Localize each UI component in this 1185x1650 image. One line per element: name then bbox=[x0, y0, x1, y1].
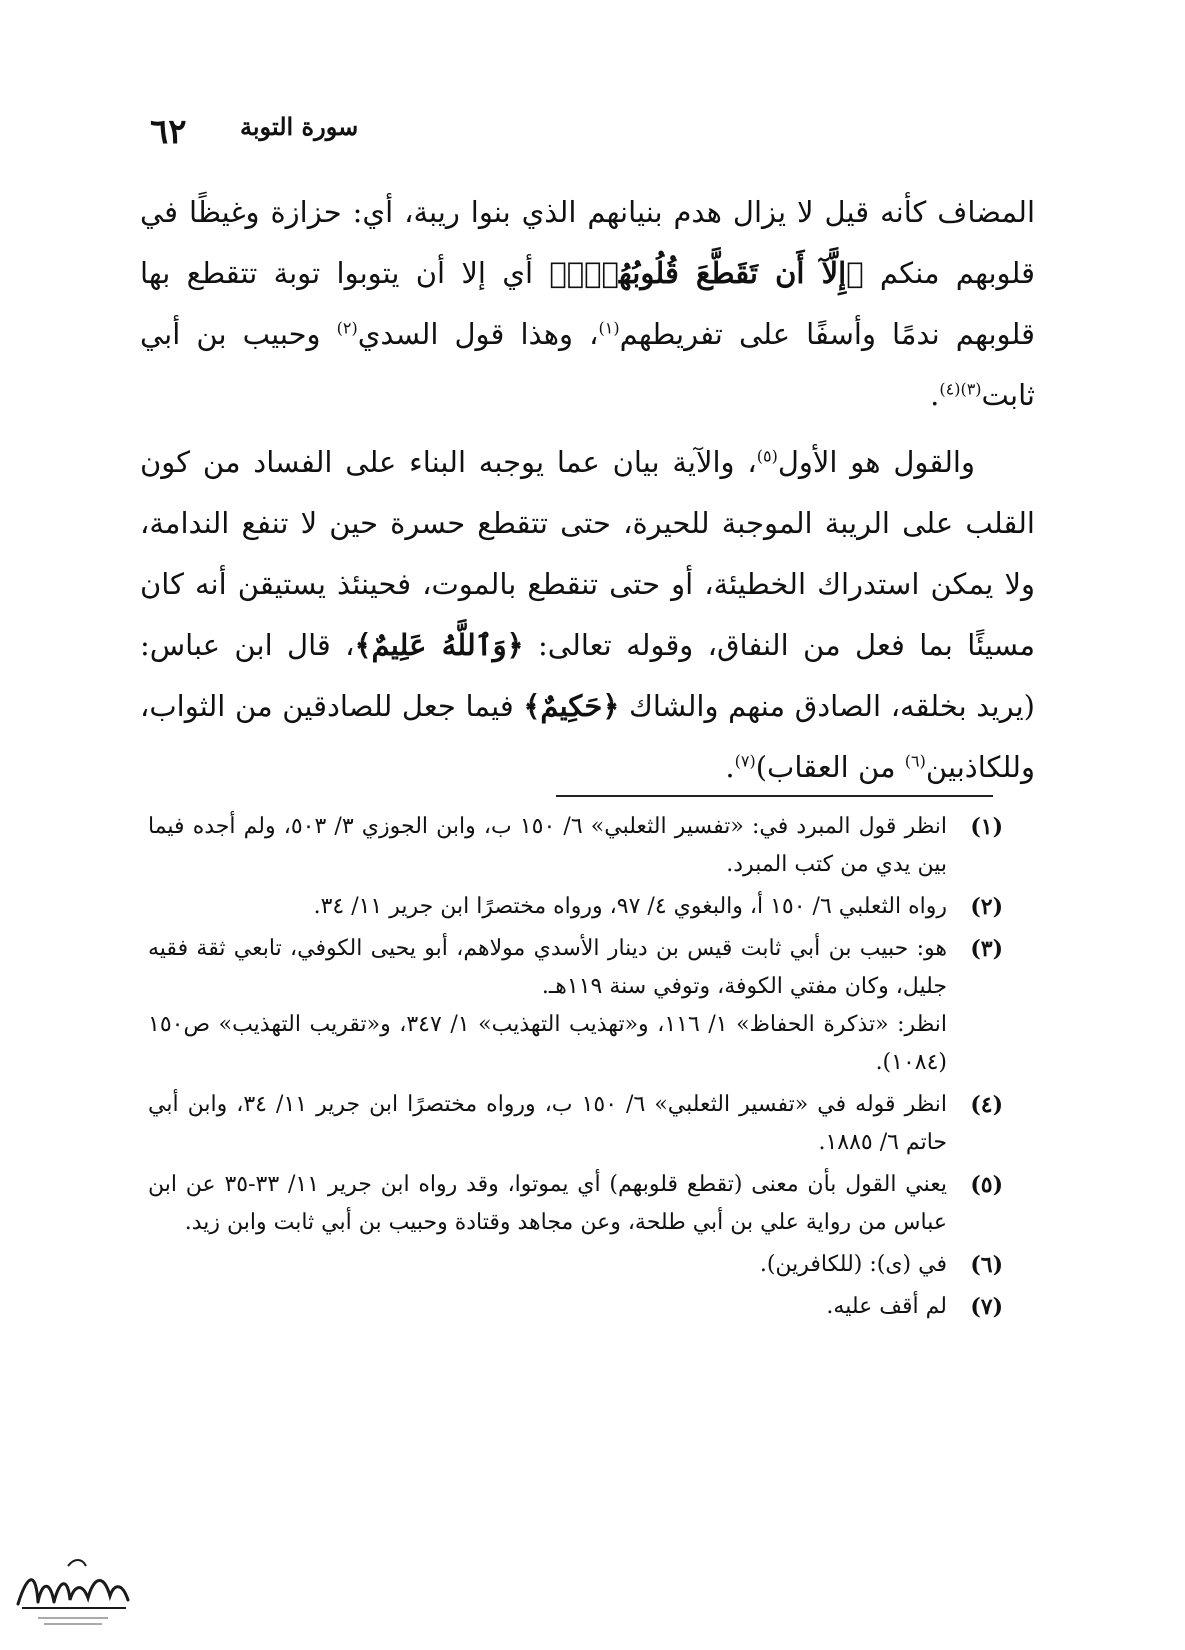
text-run: وحبيب بن أبي ثابت bbox=[140, 317, 1035, 412]
footnote-text bbox=[148, 1288, 947, 1326]
footnote-line: هو: حبيب بن أبي ثابت قيس بن دينار الأسدي مولاهم، أبو يحيى الكوفي، تابعي ثقة فقيه جليل، وكان مفتي الكوفة، وتوفي سنة ١١٩هـ. bbox=[148, 936, 947, 999]
footnote-line: رواه الثعلبي ٦/ ١٥٠ أ، والبغوي ٤/ ٩٧، ورواه مختصرًا ابن جرير ١١/ ٣٤. bbox=[313, 894, 947, 919]
footnote-number: (٣) bbox=[970, 936, 1003, 962]
footnote-item bbox=[148, 1086, 1003, 1162]
paragraph-2 bbox=[140, 432, 1035, 798]
footnote-line: لم أقف عليه. bbox=[826, 1294, 947, 1319]
main-text bbox=[140, 182, 1035, 804]
footnote-line: يعني القول بأن معنى (تقطع قلوبهم) أي يموتوا، وقد رواه ابن جرير ١١/ ٣٣-٣٥ عن ابن عباس من رواية علي بن أبي طلحة، وعن مجاهد وقتادة وحبيب بن أبي ثابت وابن زيد. bbox=[148, 1172, 948, 1235]
footnotes bbox=[148, 808, 1003, 1330]
footnote-text bbox=[148, 930, 947, 1082]
text-run: . bbox=[725, 750, 735, 784]
text-run: المضاف كأنه قيل لا يزال هدم بنيانهم الذي بنوا ريبة، أي: حزازة وغيظًا في قلوبهم منكم bbox=[140, 195, 1035, 290]
text-run: والقول هو الأول bbox=[777, 445, 975, 479]
footnote-ref-3-4[interactable]: (٣)(٤) bbox=[939, 379, 982, 399]
footnote-ref-1[interactable]: (١) bbox=[598, 318, 620, 338]
footnote-line: انظر قول المبرد في: «تفسير الثعلبي» ٦/ ١٥٠ ب، وابن الجوزي ٣/ ٥٠٣، ولم أجده فيما بين يدي من كتب المبرد. bbox=[148, 814, 947, 877]
surah-title: سورة التوبة bbox=[240, 112, 359, 141]
text-run: أي إلا أن يتوبوا توبة تتقطع بها قلوبهم ندمًا وأسفًا على تفريطهم bbox=[140, 256, 1035, 351]
text-run: ، قال ابن عباس: (يريد بخلقه، الصادق منهم والشاك bbox=[140, 628, 1035, 723]
footnote-number: (٧) bbox=[970, 1294, 1003, 1320]
text-run: من العقاب) bbox=[755, 750, 905, 784]
text-run: ، وهذا قول السدي bbox=[357, 317, 599, 351]
footnote-text bbox=[148, 808, 947, 884]
footnote-number: (٢) bbox=[970, 894, 1003, 920]
footnote-line: انظر: «تذكرة الحفاظ» ١/ ١١٦، و«تهذيب التهذيب» ١/ ٣٤٧، و«تقريب التهذيب» ص١٥٠ (١٠٨٤). bbox=[148, 1012, 947, 1075]
text-run: ، والآية بيان عما يوجبه البناء على الفساد من كون القلب على الريبة الموجبة للحيرة، حتى تتقطع حسرة حين لا تنفع الندامة، ولا يمكن استدراك الخطيئة، أو حتى تنقطع بالموت، فحينئذ يستيقن أنه كان مسيئًا بما فعل من النفاق، وقوله تعالى: bbox=[140, 445, 1035, 662]
footnote-line: في (ى): (للكافرين). bbox=[759, 1252, 947, 1277]
footnote-item bbox=[148, 1166, 1003, 1242]
quran-verse: ﴿حَكِيمٌ﴾ bbox=[523, 689, 620, 723]
footnote-item bbox=[148, 930, 1003, 1082]
quran-verse: ﴿إِلَّآ أَن تَقَطَّعَ قُلُوبُهُمۡۚ﴾ bbox=[549, 256, 864, 290]
footnote-ref-6[interactable]: (٦) bbox=[904, 751, 926, 771]
calligraphy-logo-icon bbox=[8, 1552, 138, 1636]
footnote-item bbox=[148, 1246, 1003, 1284]
footnote-ref-7[interactable]: (٧) bbox=[734, 751, 756, 771]
footnote-separator bbox=[556, 795, 993, 797]
footnote-text bbox=[148, 1166, 947, 1242]
footnote-item bbox=[148, 888, 1003, 926]
footnote-line: انظر قوله في «تفسير الثعلبي» ٦/ ١٥٠ ب، ورواه مختصرًا ابن جرير ١١/ ٣٤، وابن أبي حاتم ٦/ ١٨٨٥. bbox=[148, 1092, 948, 1155]
page-header bbox=[150, 112, 1030, 162]
footnote-text bbox=[148, 1086, 947, 1162]
footnote-item bbox=[148, 808, 1003, 884]
footnote-number: (١) bbox=[970, 814, 1003, 840]
publisher-logo-icon bbox=[8, 1552, 138, 1636]
paragraph-1 bbox=[140, 182, 1035, 426]
quran-verse: ﴿وَٱللَّهُ عَلِيمٌ﴾ bbox=[354, 628, 524, 662]
footnote-ref-5[interactable]: (٥) bbox=[756, 446, 778, 466]
footnote-item bbox=[148, 1288, 1003, 1326]
footnote-number: (٦) bbox=[970, 1252, 1003, 1278]
footnote-text bbox=[148, 888, 947, 926]
text-run: . bbox=[930, 378, 940, 412]
footnote-text bbox=[148, 1246, 947, 1284]
footnote-number: (٤) bbox=[970, 1092, 1003, 1118]
text-run: فيما جعل للصادقين من الثواب، وللكاذبين bbox=[140, 689, 1035, 784]
footnote-number: (٥) bbox=[970, 1172, 1003, 1198]
footnote-ref-2[interactable]: (٢) bbox=[336, 318, 358, 338]
page-number: ٦٢ bbox=[150, 112, 187, 152]
